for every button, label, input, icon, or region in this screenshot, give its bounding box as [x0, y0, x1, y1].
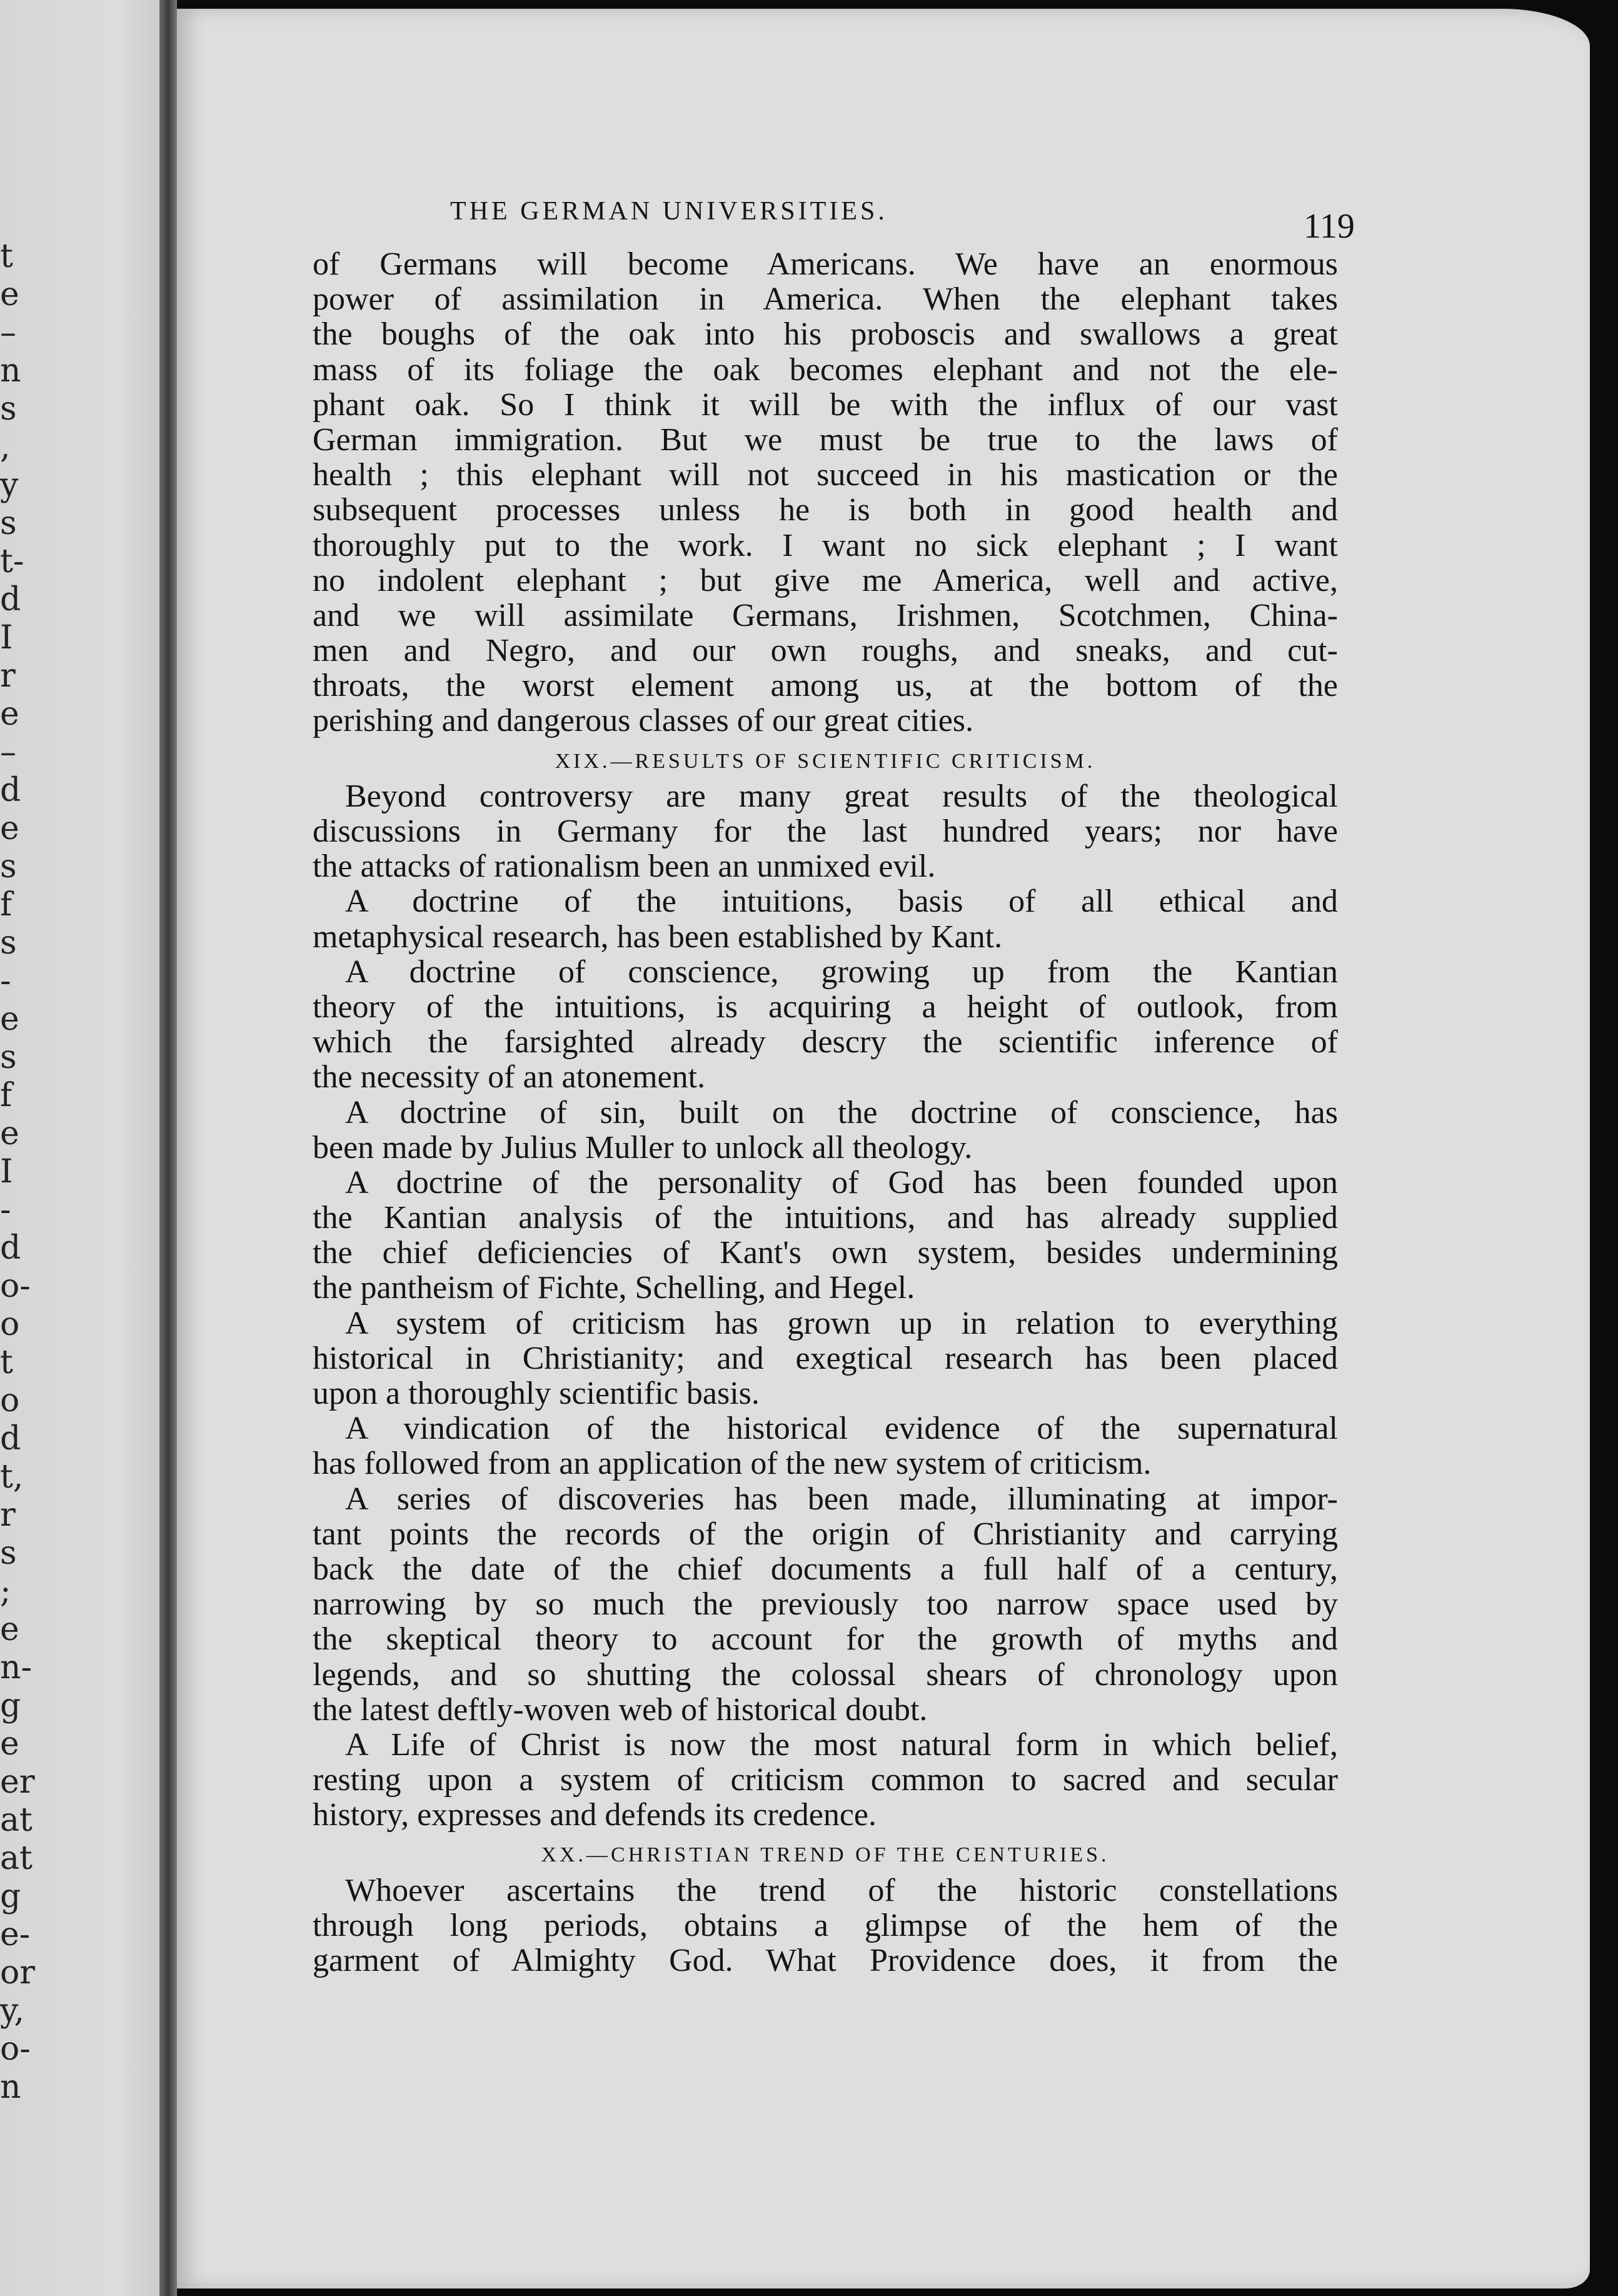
text-line: A doctrine of the personality of God has been founded upon: [345, 1164, 1338, 1201]
text-line: discussions in Germany for the last hundred years; nor have: [313, 813, 1338, 849]
margin-fragment: e: [0, 276, 19, 313]
text-line: metaphysical research, has been established by Kant.: [313, 919, 1003, 955]
text-line: thoroughly put to the work. I want no sick elephant ; I want: [313, 527, 1338, 563]
paragraph: [313, 1095, 1338, 1166]
paragraph: [313, 955, 1338, 1095]
margin-fragment: y: [0, 466, 19, 504]
text-line: perishing and dangerous classes of our great cities.: [313, 703, 974, 739]
text-line: subsequent processes unless he is both in good health and: [313, 492, 1338, 528]
margin-fragment: y,: [0, 1992, 24, 2030]
text-line: A doctrine of the intuitions, basis of all ethical and: [345, 884, 1338, 920]
paragraph: [313, 1166, 1338, 1306]
paragraph: [313, 247, 1338, 739]
paragraph: [313, 884, 1338, 954]
margin-fragment: –: [0, 314, 16, 351]
text-line: A system of criticism has grown up in relation to everything: [345, 1305, 1338, 1341]
text-line: been made by Julius Muller to unlock all theology.: [313, 1129, 973, 1166]
margin-fragment: d: [0, 1420, 21, 1458]
margin-fragment: d: [0, 1229, 21, 1267]
margin-fragment: e: [0, 810, 19, 847]
margin-fragment: o-: [0, 1267, 31, 1305]
text-line: German immigration. But we must be true to the laws of: [313, 421, 1338, 458]
margin-fragment: e: [0, 1611, 19, 1648]
text-line: legends, and so shutting the colossal shears of chronology upon: [313, 1656, 1338, 1693]
margin-fragment: -: [0, 1191, 11, 1229]
text-line: resting upon a system of criticism common to sacred and secular: [313, 1762, 1338, 1798]
text-line: back the date of the chief documents a full half of a century,: [313, 1551, 1338, 1587]
margin-fragment: ,: [0, 428, 11, 466]
margin-fragment: t: [0, 1344, 13, 1381]
text-line: Whoever ascertains the trend of the historic constellations: [345, 1872, 1338, 1908]
text-line: the attacks of rationalism been an unmixed evil.: [313, 848, 936, 885]
text-line: A series of discoveries has been made, illuminating at impor-: [345, 1481, 1338, 1517]
text-line: throats, the worst element among us, at the bottom of the: [313, 668, 1338, 704]
paragraph: [313, 1482, 1338, 1728]
text-line: the Kantian analysis of the intuitions, and has already supplied: [313, 1200, 1338, 1236]
text-line: health ; this elephant will not succeed in his mastication or the: [313, 457, 1338, 493]
margin-fragment: -: [0, 962, 11, 1000]
margin-fragment: er: [0, 1763, 35, 1801]
text-line: no indolent elephant ; but give me America, well and active,: [313, 562, 1338, 598]
margin-fragment: at: [0, 1840, 33, 1877]
margin-fragment: s: [0, 1534, 17, 1572]
text-line: the latest deftly-woven web of historical doubt.: [313, 1691, 928, 1728]
text-line: the boughs of the oak into his proboscis and swallows a great: [313, 316, 1338, 353]
margin-fragment: s: [0, 505, 17, 542]
book-gutter: [159, 0, 177, 2296]
paragraph: [313, 1728, 1338, 1833]
text-line: A doctrine of conscience, growing up from the Kantian: [345, 954, 1338, 990]
paragraph: [313, 1306, 1338, 1412]
margin-fragment: o-: [0, 2030, 31, 2068]
left-facing-page-edge: [0, 0, 168, 2296]
page-number: 119: [1304, 207, 1355, 246]
margin-fragment: e: [0, 1000, 19, 1038]
paragraph: [313, 1411, 1338, 1481]
margin-fragment: n: [0, 2068, 21, 2106]
margin-fragment: s: [0, 390, 17, 428]
text-line: men and Negro, and our own roughs, and sneaks, and cut-: [313, 633, 1338, 669]
margin-fragment: n-: [0, 1649, 33, 1686]
text-line: which the farsighted already descry the scientific inference of: [313, 1024, 1338, 1060]
margin-fragment: d: [0, 772, 21, 809]
text-line: narrowing by so much the previously too narrow space used by: [313, 1586, 1338, 1623]
text-line: power of assimilation in America. When the elephant takes: [313, 281, 1338, 318]
text-line: and we will assimilate Germans, Irishmen, Scotchmen, China-: [313, 597, 1338, 633]
margin-fragment: –: [0, 733, 16, 771]
margin-fragment: r: [0, 1496, 16, 1534]
text-line: of Germans will become Americans. We have an enormous: [313, 246, 1338, 282]
margin-fragment: t: [0, 238, 13, 275]
margin-fragment: s: [0, 924, 17, 962]
margin-fragment: I: [0, 619, 13, 657]
text-line: historical in Christianity; and exegtical research has been placed: [313, 1340, 1338, 1376]
text-line: the skeptical theory to account for the growth of myths and: [313, 1621, 1338, 1658]
text-line: A doctrine of sin, built on the doctrine of conscience, has: [345, 1094, 1338, 1130]
margin-fragment: e: [0, 1725, 19, 1763]
text-line: A Life of Christ is now the most natural form in which belief,: [345, 1726, 1338, 1763]
text-line: upon a thoroughly scientific basis.: [313, 1376, 760, 1411]
text-line: theory of the intuitions, is acquiring a height of outlook, from: [313, 989, 1338, 1025]
margin-fragment: or: [0, 1954, 36, 1991]
left-page-cut-off-text: [0, 238, 38, 2107]
margin-fragment: f: [0, 1077, 13, 1114]
body-text: [313, 247, 1338, 1978]
margin-fragment: e-: [0, 1916, 31, 1953]
margin-fragment: n: [0, 352, 21, 390]
text-line: Beyond controversy are many great results of the theological: [345, 778, 1338, 814]
paragraph: [313, 1873, 1338, 1979]
margin-fragment: o: [0, 1382, 20, 1419]
text-line: the necessity of an atonement.: [313, 1059, 706, 1095]
text-line: the pantheism of Fichte, Schelling, and Hegel.: [313, 1270, 915, 1306]
paragraph: [313, 779, 1338, 885]
margin-fragment: t-: [0, 543, 24, 580]
text-line: through long periods, obtains a glimpse of the hem of the: [313, 1907, 1338, 1943]
text-line: mass of its foliage the oak becomes elephant and not the ele-: [313, 351, 1338, 388]
margin-fragment: e: [0, 1115, 19, 1152]
text-line: phant oak. So I think it will be with the influx of our vast: [313, 386, 1338, 423]
margin-fragment: e: [0, 695, 19, 733]
margin-fragment: g: [0, 1878, 21, 1915]
text-line: has followed from an application of the new system of criticism.: [313, 1446, 1152, 1482]
section-heading: XX.—CHRISTIAN TREND OF THE CENTURIES.: [541, 1843, 1110, 1867]
text-line: the chief deficiencies of Kant's own system, besides undermining: [313, 1235, 1338, 1271]
margin-fragment: s: [0, 1039, 17, 1076]
text-line: history, expresses and defends its credence.: [313, 1797, 877, 1833]
margin-fragment: I: [0, 1153, 13, 1191]
margin-fragment: r: [0, 657, 16, 695]
margin-fragment: s: [0, 848, 17, 885]
margin-fragment: at: [0, 1801, 33, 1839]
text-line: tant points the records of the origin of Christianity and carrying: [313, 1516, 1338, 1552]
section-heading: XIX.—RESULTS OF SCIENTIFIC CRITICISM.: [555, 749, 1096, 773]
margin-fragment: o: [0, 1306, 20, 1343]
margin-fragment: ;: [0, 1573, 11, 1610]
margin-fragment: g: [0, 1687, 21, 1725]
text-line: garment of Almighty God. What Providence does, it from the: [313, 1943, 1338, 1978]
margin-fragment: d: [0, 581, 21, 618]
text-line: A vindication of the historical evidence of the supernatural: [345, 1411, 1338, 1447]
running-head: THE GERMAN UNIVERSITIES.: [450, 197, 888, 226]
margin-fragment: f: [0, 886, 13, 924]
margin-fragment: t,: [0, 1458, 24, 1496]
